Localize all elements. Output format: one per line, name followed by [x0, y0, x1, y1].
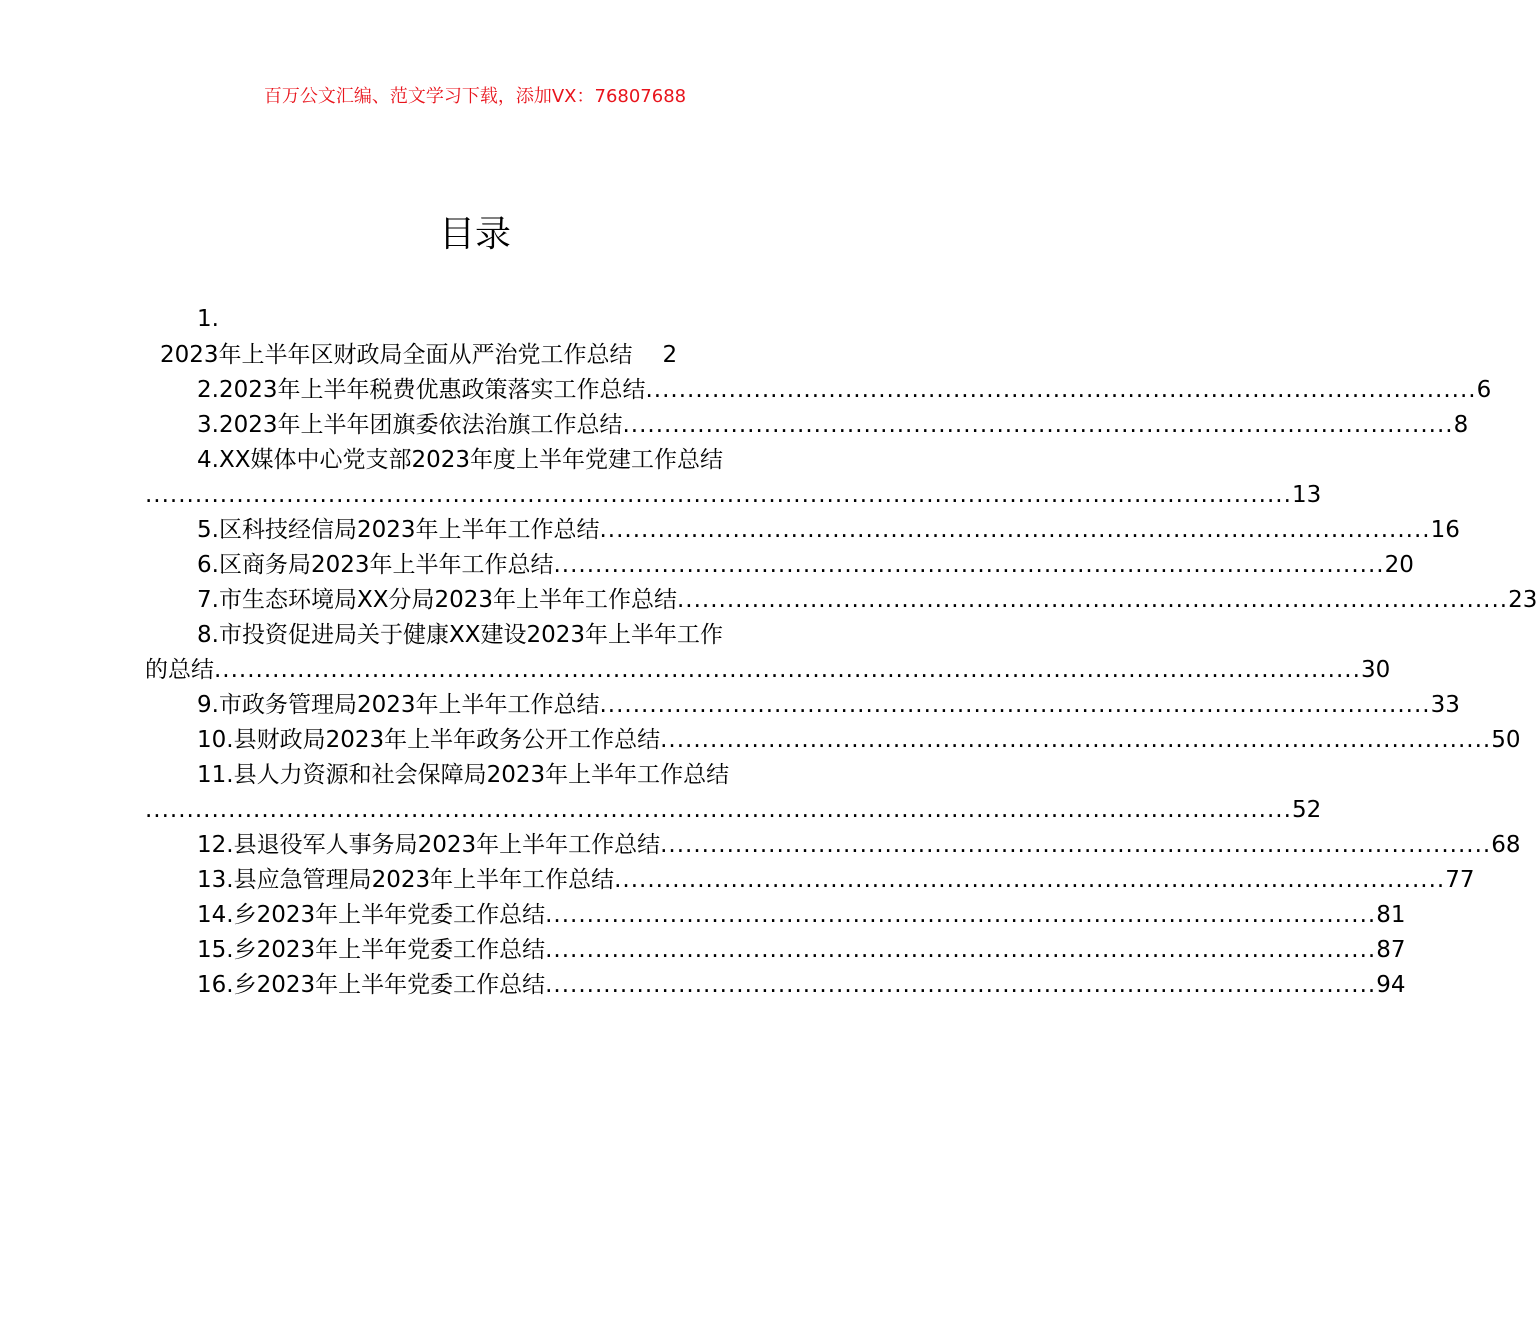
- toc-item-14[interactable]: [145, 898, 1406, 933]
- dot-leader: ....................................................................................................: [645, 377, 1477, 403]
- dot-leader: ....................................................................................................: [545, 972, 1377, 998]
- toc-item-6-text: 6.区商务局2023年上半年工作总结: [197, 552, 554, 578]
- watermark-header: 百万公文汇编、范文学习下载，添加VX：76807688: [263, 86, 687, 107]
- toc-item-7-page: 23: [1508, 587, 1537, 613]
- toc-item-15-text: 15.乡2023年上半年党委工作总结: [197, 937, 546, 963]
- table-of-contents: [145, 302, 1537, 1003]
- dot-leader: ....................................................................................................: [545, 937, 1377, 963]
- dot-leader: ..........................................................................................................................................: [214, 657, 1361, 683]
- toc-item-12[interactable]: [145, 828, 1521, 863]
- toc-item-14-text: 14.乡2023年上半年党委工作总结: [197, 902, 546, 928]
- toc-item-8-text-cont: 的总结: [145, 657, 214, 683]
- toc-item-8-text: 8.市投资促进局关于健康XX建设2023年上半年工作: [197, 622, 723, 648]
- toc-item-9-text: 9.市政务管理局2023年上半年工作总结: [197, 692, 600, 718]
- toc-item-1-number[interactable]: [145, 302, 806, 338]
- toc-item-11[interactable]: [145, 758, 806, 793]
- dot-leader: ....................................................................................................: [545, 902, 1377, 928]
- dot-leader: ....................................................................................................: [599, 517, 1431, 543]
- toc-item-11-continued[interactable]: [145, 793, 1322, 828]
- toc-item-2[interactable]: [145, 373, 1492, 408]
- toc-item-13-text: 13.县应急管理局2023年上半年工作总结: [197, 867, 615, 893]
- dot-leader: ....................................................................................................: [660, 832, 1492, 858]
- toc-item-9[interactable]: [145, 688, 1460, 723]
- toc-item-6[interactable]: [145, 548, 1414, 583]
- toc-item-13[interactable]: [145, 863, 1475, 898]
- toc-item-4-page: 13: [1291, 482, 1322, 508]
- toc-item-13-page: 77: [1445, 867, 1475, 893]
- toc-item-11-text: 11.县人力资源和社会保障局2023年上半年工作总结: [197, 762, 730, 788]
- toc-item-1-text: 2023年上半年区财政局全面从严治党工作总结: [160, 342, 633, 368]
- toc-item-3-page: 8: [1453, 412, 1469, 438]
- toc-item-3-text: 3.2023年上半年团旗委依法治旗工作总结: [197, 412, 623, 438]
- dot-leader: ....................................................................................................: [599, 692, 1431, 718]
- toc-item-8-page: 30: [1360, 657, 1391, 683]
- toc-item-2-page: 6: [1476, 377, 1492, 403]
- dot-leader: ..........................................................................................................................................: [145, 797, 1292, 823]
- toc-item-10-text: 10.县财政局2023年上半年政务公开工作总结: [197, 727, 661, 753]
- toc-item-11-page: 52: [1291, 797, 1322, 823]
- dot-leader: ....................................................................................................: [660, 727, 1492, 753]
- toc-item-1-page: 2: [662, 342, 678, 368]
- toc-item-7-text: 7.市生态环境局XX分局2023年上半年工作总结: [197, 587, 677, 613]
- toc-item-1-num: 1.: [197, 306, 219, 332]
- toc-item-9-page: 33: [1430, 692, 1460, 718]
- toc-item-16[interactable]: [145, 968, 1406, 1003]
- dot-leader: ....................................................................................................: [622, 412, 1454, 438]
- toc-item-5-page: 16: [1430, 517, 1460, 543]
- toc-item-7[interactable]: [145, 583, 1537, 618]
- toc-item-16-page: 94: [1376, 972, 1406, 998]
- toc-item-14-page: 81: [1376, 902, 1406, 928]
- dot-leader: ....................................................................................................: [677, 587, 1509, 613]
- toc-item-16-text: 16.乡2023年上半年党委工作总结: [197, 972, 546, 998]
- toc-item-8[interactable]: [145, 618, 806, 653]
- dot-leader: ....................................................................................................: [553, 552, 1385, 578]
- toc-item-10[interactable]: [145, 723, 1521, 758]
- toc-item-10-page: 50: [1491, 727, 1521, 753]
- dot-leader: ..........................................................................................................................................: [145, 482, 1292, 508]
- toc-item-1[interactable]: [145, 338, 806, 373]
- toc-item-3[interactable]: [145, 408, 1469, 443]
- toc-item-2-text: 2.2023年上半年税费优惠政策落实工作总结: [197, 377, 646, 403]
- toc-item-12-page: 68: [1491, 832, 1521, 858]
- toc-item-15[interactable]: [145, 933, 1406, 968]
- toc-title: 目录: [438, 214, 511, 255]
- toc-item-15-page: 87: [1376, 937, 1406, 963]
- toc-item-5-text: 5.区科技经信局2023年上半年工作总结: [197, 517, 600, 543]
- toc-item-4-continued[interactable]: [145, 478, 1322, 513]
- toc-item-4[interactable]: [145, 443, 806, 478]
- toc-item-5[interactable]: [145, 513, 1460, 548]
- toc-item-6-page: 20: [1384, 552, 1414, 578]
- dot-leader: ....................................................................................................: [614, 867, 1446, 893]
- toc-item-4-text: 4.XX媒体中心党支部2023年度上半年党建工作总结: [197, 447, 723, 473]
- toc-item-8-continued[interactable]: [145, 653, 1391, 688]
- toc-item-12-text: 12.县退役军人事务局2023年上半年工作总结: [197, 832, 661, 858]
